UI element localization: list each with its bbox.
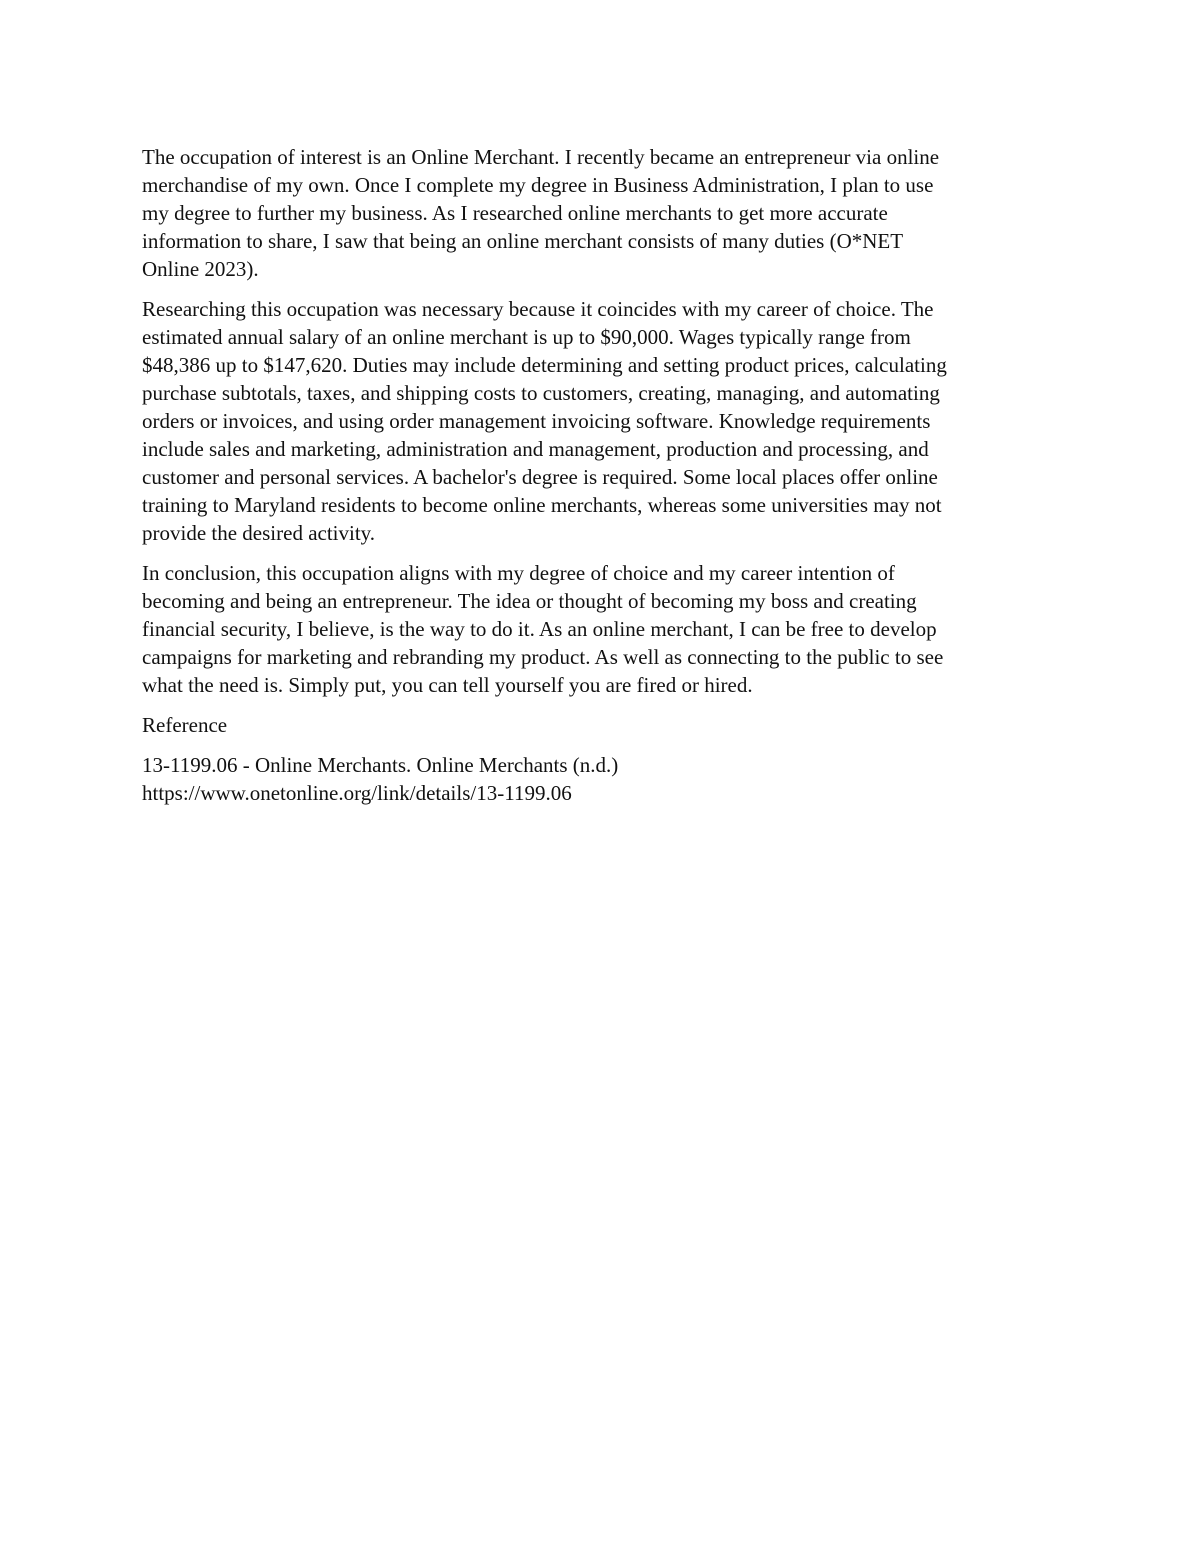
paragraph-conclusion: [142, 559, 1052, 699]
text-line: merchandise of my own. Once I complete my degree in Business Administration, I plan to use: [142, 173, 934, 197]
text-line: campaigns for marketing and rebranding my product. As well as connecting to the public to see: [142, 645, 944, 669]
paragraph-intro: [142, 143, 1052, 283]
text-line: $48,386 up to $147,620. Duties may include determining and setting product prices, calculating: [142, 353, 947, 377]
text-line: becoming and being an entrepreneur. The idea or thought of becoming my boss and creating: [142, 589, 917, 613]
reference-entry: [142, 751, 1052, 807]
text-line: provide the desired activity.: [142, 521, 376, 545]
reference-heading: [142, 711, 1052, 739]
text-line: estimated annual salary of an online merchant is up to $90,000. Wages typically range from: [142, 325, 911, 349]
reference-citation: 13-1199.06 - Online Merchants. Online Merchants (n.d.): [142, 753, 619, 777]
text-line: training to Maryland residents to become online merchants, whereas some universities may not: [142, 493, 942, 517]
reference-heading-text: Reference: [142, 713, 228, 737]
paragraph-research: [142, 295, 1052, 547]
text-line: purchase subtotals, taxes, and shipping costs to customers, creating, managing, and automating: [142, 381, 940, 405]
text-line: financial security, I believe, is the way to do it. As an online merchant, I can be free to develop: [142, 617, 937, 641]
text-line: my degree to further my business. As I researched online merchants to get more accurate: [142, 201, 888, 225]
reference-url: https://www.onetonline.org/link/details/13-1199.06: [142, 781, 572, 805]
text-line: information to share, I saw that being an online merchant consists of many duties (O*NET: [142, 229, 904, 253]
text-line: The occupation of interest is an Online Merchant. I recently became an entrepreneur via online: [142, 145, 940, 169]
text-line: In conclusion, this occupation aligns with my degree of choice and my career intention of: [142, 561, 895, 585]
text-line: include sales and marketing, administration and management, production and processing, and: [142, 437, 929, 461]
text-line: Online 2023).: [142, 257, 259, 281]
text-line: what the need is. Simply put, you can tell yourself you are fired or hired.: [142, 673, 753, 697]
text-line: Researching this occupation was necessary because it coincides with my career of choice. The: [142, 297, 934, 321]
document-body: [142, 143, 1052, 819]
text-line: customer and personal services. A bachelor's degree is required. Some local places offer online: [142, 465, 938, 489]
text-line: orders or invoices, and using order management invoicing software. Knowledge requirements: [142, 409, 931, 433]
